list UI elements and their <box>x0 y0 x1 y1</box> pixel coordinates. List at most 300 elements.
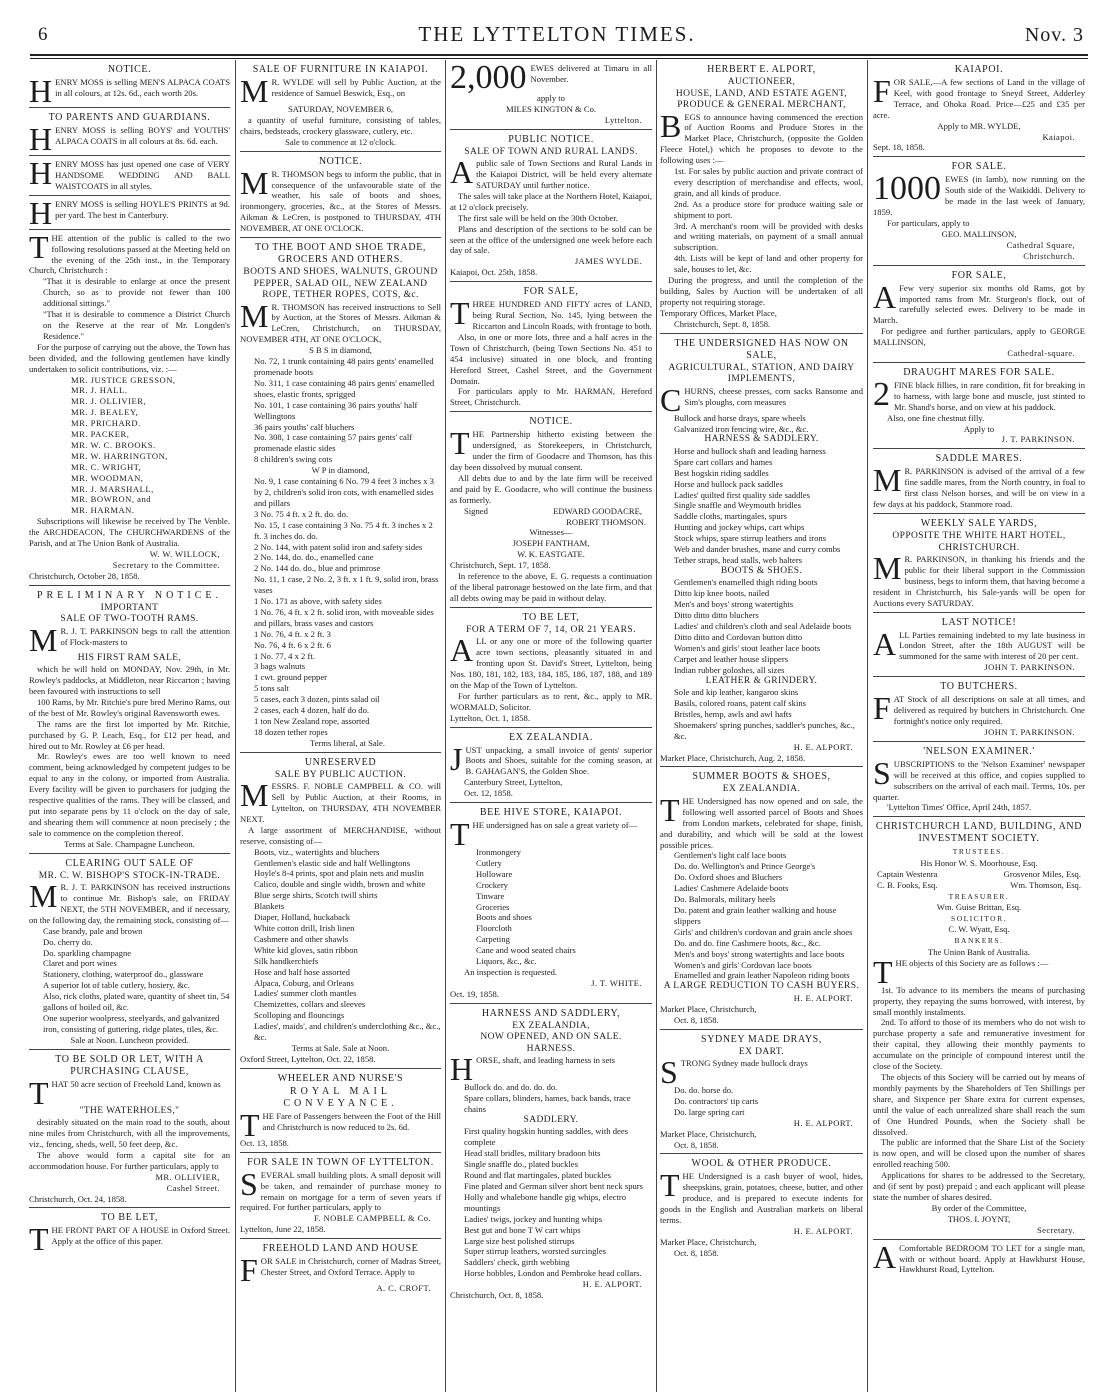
advert-date: Sept. 18, 1858. <box>873 142 925 153</box>
item-list <box>450 1082 652 1115</box>
signature-place: Kaiapoi. <box>1042 131 1075 142</box>
page-number: 6 <box>38 24 48 45</box>
signature-place: Lyttelton. <box>604 114 642 125</box>
advert-heading: PRELIMINARY NOTICE. <box>36 589 223 601</box>
drop-cap: B <box>660 107 682 144</box>
advert-heading: FOR SALE. <box>951 161 1007 173</box>
list-item: Web and dander brushes, mane and curry combs <box>674 544 841 555</box>
item-list <box>660 1085 863 1118</box>
signature-place: Christchurch. <box>1023 250 1075 261</box>
advert-text: HE objects of this Society are as follows :— <box>895 957 1049 968</box>
paragraph: The rams are the first lot imported by Mr. Ritchie, purchased by G. P. Leach, Esq., for £12 per head, and hired out to Mr. Rowley at £6 per head. <box>29 718 230 751</box>
advert-subheading: LEATHER & GRINDERY. <box>705 675 818 686</box>
list-item: Carpet and leather house slippers <box>674 653 789 664</box>
drop-cap: A <box>450 154 474 191</box>
drop-cap: T <box>660 1167 680 1204</box>
signature: THOS. I. JOYNT, <box>947 1213 1011 1224</box>
advert-subheading: SALE BY PUBLIC AUCTION. <box>274 769 407 780</box>
advert-text: HREE HUNDRED AND FIFTY acres of LAND, being Rural Section, No. 145, lying between the Riccarton and Lincoln Roads, with frontage to both. <box>472 299 652 331</box>
list-item: No. 308, 1 case containing 57 pairs gents' calf promenade elastic sides <box>254 432 413 454</box>
list-item: Girls' and children's cordovan and grain ancle shoes <box>674 926 853 937</box>
collector-list <box>29 375 230 517</box>
list-item: Sole and kip leather, kangaroo skins <box>674 687 799 698</box>
list-item: Cashmere and other shawls <box>254 933 349 944</box>
list-item: 4th. Lists will be kept of land and other property for sale, houses to let, &c. <box>674 253 863 275</box>
drop-cap: T <box>29 228 49 265</box>
paragraph: The above would form a capital site for an accommodation house. For further particulars, apply to <box>29 1149 230 1171</box>
column-3 <box>450 60 652 1392</box>
item-list <box>240 476 441 749</box>
signature: JOHN T. PARKINSON. <box>984 726 1075 737</box>
advert-date: Oct. 12, 1858. <box>464 788 513 799</box>
list-item: No. 76, 4 ft. 6 x 2 ft. 6 <box>254 639 331 650</box>
advert-subheading: OPPOSITE THE WHITE HART HOTEL, CHRISTCHURCH. <box>892 531 1066 553</box>
list-item: MR. W. C. BROOKS. <box>71 439 156 450</box>
advert-heading: UNRESERVED <box>304 756 377 768</box>
advert-heading: TO BE SOLD OR LET, WITH A PURCHASING CLAUSE, <box>55 1053 204 1077</box>
list-item: Diaper, Holland, huckaback <box>254 912 351 923</box>
advert-subheading: HARNESS & SADDLERY. <box>704 434 819 445</box>
advert-last-notice <box>873 613 1085 678</box>
list-item: Horse and bullock shaft and leading harness <box>674 445 826 456</box>
drop-cap: A <box>873 278 897 315</box>
signature: MR. OLLIVIER, <box>155 1171 220 1182</box>
list-item: Cane and wood seated chairs <box>476 945 576 956</box>
resolution-1: "That it is desirable to enlarge at once the present Church, so as to provide not fewer than 100 additional sittings." <box>43 276 230 309</box>
advert-subheading: EX DART. <box>738 1046 785 1057</box>
advert-heading: KAIAPOI. <box>954 64 1004 75</box>
advert-text: HE Fare of Passengers between the Foot of the Hill and Christchurch is now reduced to 2s. 6d. <box>262 1110 441 1132</box>
list-item: White cotton drill, Irish linen <box>254 923 355 933</box>
list-item: Boots, viz., watertights and bluchers <box>254 846 380 857</box>
column-2 <box>240 60 441 1392</box>
advert-text: TRONG Sydney made bullock drays <box>680 1058 808 1069</box>
advert-heading: CLEARING OUT SALE OF <box>65 857 194 869</box>
trustee: Wm. Thomson, Esq. <box>1010 879 1081 890</box>
list-item: Super stirrup leathers, worsted surcingles <box>464 1246 607 1257</box>
list-item: 2 cases, each 4 dozen, half do do. <box>254 705 370 716</box>
drop-cap: A <box>873 1238 897 1275</box>
list-item: Ditto kip knee boots, nailed <box>674 588 770 599</box>
item-list <box>660 577 863 675</box>
advert-ewes-timaru <box>450 60 652 130</box>
list-item: MR. HARMAN. <box>71 505 135 516</box>
list-item: Gentlemen's elastic side and half Wellingtons <box>254 857 411 868</box>
list-item: Gentlemen's enamelled thigh riding boots <box>674 577 818 588</box>
advert-text: R. PARKINSON, in thanking his friends and the public for their liberal support in the Commission business, begs to inform them, that having become a resident in Christchurch, his Sale-yards will be open for Auctions every SATURDAY. <box>873 554 1085 608</box>
drop-cap: J <box>450 740 463 777</box>
list-item: Ladies' twigs, jockey and hunting whips <box>464 1213 603 1224</box>
advert-heading: 'NELSON EXAMINER.' <box>923 745 1035 757</box>
advert-to-butchers <box>873 677 1085 742</box>
list-item: White kid gloves, satin ribbon <box>254 944 358 955</box>
advert-alport-auctioneer <box>660 60 863 334</box>
advert-heading: WOOL & OTHER PRODUCE. <box>691 1158 832 1170</box>
advert-text: UBSCRIPTIONS to the 'Nelson Examiner' newspaper will be received at this office, and copies supplied to subscribers on the arrival of each mail. Terms, 10s. per quarter. <box>873 758 1085 802</box>
drop-cap: T <box>660 791 680 828</box>
drop-cap: T <box>873 953 893 990</box>
advert-moss-parents <box>29 108 230 156</box>
advert-investment-society <box>873 817 1085 1239</box>
sale-day: SATURDAY, NOVEMBER 6, <box>287 104 394 114</box>
column-divider <box>656 60 657 1392</box>
advert-text: Few very superior six months old Rams, got by imported rams from Mr. Sturgeon's flock, out of carefully selected ewes. Delivery to be made in March. <box>873 282 1085 326</box>
advert-text: HE FRONT PART OF A HOUSE in Oxford Street. Apply at the office of this paper. <box>51 1225 230 1247</box>
list-item: No. 15, 1 case containing 3 No. 75 4 ft. 3 inches x 2 ft. 3 inches do. do. <box>254 519 433 541</box>
list-item: Tether straps, head stalls, web halters <box>674 555 803 565</box>
list-item: 2 No. 144, with patent solid iron and safety sides <box>254 541 423 552</box>
treasurer: Wm. Guise Brittan, Esq. <box>936 902 1022 913</box>
advert-kaiapoi-land <box>873 60 1085 157</box>
advert-waterholes <box>29 1050 230 1209</box>
advert-heading: NOTICE. <box>107 64 152 75</box>
drop-cap: H <box>29 194 53 231</box>
item-list <box>240 356 441 465</box>
advert-date: Lyttelton, Oct. 1, 1858. <box>450 712 530 723</box>
list-item: Floorcloth <box>476 923 512 934</box>
list-item: Ladies' summer cloth mantles <box>254 988 357 999</box>
sale-terms: Terms at Sale. Sale at Noon. <box>291 1042 390 1053</box>
list-item: Bullock do. and do. do. do. <box>464 1082 558 1093</box>
section-label: TRUSTEES. <box>952 847 1006 857</box>
paragraph: During the progress, and until the completion of the building, Sales by Auction will be undertaken of all property not requiring storage. <box>660 275 863 307</box>
bankers: The Union Bank of Australia. <box>928 946 1030 957</box>
list-item: Do. do. horse do. <box>674 1085 734 1096</box>
advert-text: R. THOMSON has received instructions to Sell by Auction, at the Stores of Messrs. Aikman & LeCren, Christchurch, on THURSDAY, NOVEMBER 4TH, AT ONE O'CLOCK, <box>240 301 441 345</box>
advert-address: Market Place, Christchurch, <box>660 1236 757 1247</box>
list-item: Cutlery <box>476 857 502 868</box>
list-item: Best gut and bone T W cart whips <box>464 1224 581 1235</box>
list-item: Groceries <box>476 901 510 912</box>
item-list <box>660 687 863 742</box>
advert-subheading: EX ZEALANDIA. <box>722 784 801 795</box>
paragraph: 100 Rams, by Mr. Ritchie's pure bred Merino Rams, out of the best of Mr. Rowley's original Ravensworth ewes. <box>29 696 230 718</box>
list-item: MR. JUSTICE GRESSON, <box>71 374 176 385</box>
advert-heading: FOR SALE, <box>523 286 579 298</box>
list-item: Ditto ditto and Cordovan button ditto <box>674 631 803 642</box>
advert-subheading: HOUSE, LAND, AND ESTATE AGENT, PRODUCE & GENERAL MERCHANT, <box>675 88 848 110</box>
advert-heading: SADDLE MARES. <box>935 453 1023 465</box>
large-numeral: 1000 <box>873 170 941 208</box>
signature: GEO. MALLINSON, <box>941 228 1017 239</box>
advert-text: ENRY MOSS is selling HOYLE'S PRINTS at 9d. per yard. The best in Canterbury. <box>55 198 230 220</box>
list-item: Women's and girls' Cordovan lace boots <box>674 959 812 970</box>
advert-text: R. THOMSON begs to inform the public, that in consequence of the unfavourable state of the weather, his sale of boots and shoes, ironmongery, groceries, &c., at the Stores of Messrs. Aikman & LeCren, is postponed to THURSDAY, 4TH NOVEMBER, AT ONE O'CLOCK. <box>240 168 441 234</box>
list-item: Alpaca, Coburg, and Orleans <box>254 977 354 988</box>
drop-cap: H <box>29 155 53 191</box>
list-item: Saddlers' check, girth webbing <box>464 1257 570 1268</box>
advert-date: 'Lyttelton Times' Office, April 24th, 1857. <box>887 802 1032 813</box>
list-item: Ladies' Cashmere Adelaide boots <box>674 883 789 894</box>
paragraph: desirably situated on the main road to the south, about nine miles from Christchurch, with all the improvements, viz., fencing, sheds, well, 50 feet deep, &c. <box>29 1117 230 1150</box>
advert-subheading: FOR A TERM OF 7, 14, OR 21 YEARS. <box>466 624 636 635</box>
list-item: Hoyle's 8-4 prints, spot and plain nets and muslin <box>254 868 424 879</box>
item-list <box>29 926 230 1035</box>
advert-text: FINE black fillies, in rare condition, fit for breaking in to harness, with large bone and muscle, just stinted to Mr. Shand's horse, and on view at his paddock. <box>894 379 1085 412</box>
list-item: Blue serge shirts, Scotch twill shirts <box>254 890 378 901</box>
list-item: Claret and port wines <box>43 958 117 969</box>
list-item: First quality hogskin hunting saddles, with dees complete <box>464 1126 628 1148</box>
advert-text: R. PARKINSON is advised of the arrival of a few fine saddle mares, from the North country, in foal to first class Nelson horses, and will be on view in a few days at his paddock, Stanmore road. <box>873 466 1085 510</box>
order-line: By order of the Committee, <box>931 1202 1027 1213</box>
item-list <box>240 847 441 1043</box>
paragraph: Plans and description of the sections to be sold can be seen at the office of the undersigned one week before each day of sale. <box>450 223 652 256</box>
sale-terms: Terms liberal, at Sale. <box>309 737 386 748</box>
list-item: Men's and boys' strong watertights <box>674 599 794 610</box>
list-item: Horse and bullock pack saddles <box>674 478 783 489</box>
advert-text: EWES (in lamb), now running on the South side of the Waikiddi. Delivery to be made in the last week of January, 1859. <box>873 174 1085 218</box>
advert-date: Christchurch, Sept. 8, 1858. <box>674 318 771 329</box>
list-item: Hose and half hose assorted <box>254 966 350 977</box>
advert-text: AT Stock of all descriptions on sale at all times, and delivered as required by butchers in Christchurch. One fortnight's notice only required. <box>893 694 1085 726</box>
list-item: Carpeting <box>476 934 510 945</box>
drop-cap: M <box>29 621 58 658</box>
list-item: Do. do. Wellington's and Prince George's <box>674 861 816 872</box>
advert-heading: TO BUTCHERS. <box>940 681 1018 693</box>
list-item: Do. large spring cart <box>674 1106 745 1117</box>
list-item: No. 101, 1 case containing 36 pairs youths' half Wellingtons <box>254 399 418 421</box>
advert-text: ENRY MOSS is selling MEN'S ALPACA COATS in all colours, at 12s. 6d., each worth 20s. <box>55 77 230 98</box>
paragraph: which he will hold on MONDAY, Nov. 29th, in Mr. Rowley's paddocks, at Middleton, near Riccarton ; having been favoured with instructions to sell <box>29 664 230 697</box>
list-item: MR. PRICHARD. <box>71 418 141 429</box>
signatory: EDWARD GOODACRE, <box>553 505 642 516</box>
signature: H. E. ALPORT. <box>793 992 853 1003</box>
drop-cap: T <box>29 1074 49 1111</box>
list-item: 36 pairs youths' calf bluchers <box>254 421 355 432</box>
drop-cap: M <box>240 297 269 334</box>
paragraph: In reference to the above, E. G. requests a continuation of the liberal patronage bestowed on the late firm, and that all debts owing may be paid in without delay. <box>450 571 652 603</box>
list-item: Spare cart collars and hames <box>674 456 773 467</box>
paragraph: a quantity of useful furniture, consisting of tables, chairs, bedsteads, crockery glassware, cutlery, etc. <box>240 114 441 136</box>
list-item: Women's and girls' stout leather lace boots <box>674 642 821 653</box>
drop-cap: F <box>873 690 891 727</box>
column-divider <box>235 60 236 1392</box>
signature-title: Secretary. <box>1036 1224 1075 1235</box>
advert-heading: DRAUGHT MARES FOR SALE. <box>903 366 1055 378</box>
advert-subheading: BOOTS & SHOES. <box>720 565 803 576</box>
section-label: TREASURER. <box>948 891 1010 901</box>
advert-heading: TO BE LET, <box>100 1212 158 1224</box>
signature-address: Cathedral Square, <box>1006 239 1075 250</box>
signature: F. NOBLE CAMPBELL & Co. <box>313 1213 431 1224</box>
property-title: "THE WATERHOLES," <box>79 1105 180 1116</box>
advert-furniture-sale <box>240 60 441 152</box>
drop-cap: H <box>29 121 53 157</box>
section-label: BANKERS. <box>954 936 1004 946</box>
advert-text: HE Undersigned is a cash buyer of wool, hides, sheepskins, grain, potatoes, cheese, butter, and other produce, and is prepared to execute indents for goods in the English and Australian markets on liberal terms. <box>660 1171 863 1226</box>
list-item: Saddle cloths, martingales, spurs <box>674 511 787 522</box>
advert-heading: NOTICE. <box>318 155 363 167</box>
advert-moss-waistcoats <box>29 156 230 196</box>
advert-text: R. J. T. PARKINSON has received instructions to continue Mr. Bishop's sale, on FRIDAY NEXT, the 5TH NOVEMBER, and if necessary, on the following day, the remaining stock, consisting of— <box>29 882 230 925</box>
advert-date: Market Place, Christchurch, Aug. 2, 1858. <box>660 752 806 763</box>
column-1 <box>29 60 230 1392</box>
list-item: Do. and do. fine Cashmere boots, &c., &c. <box>674 937 821 948</box>
item-list <box>660 413 863 435</box>
signature: H. E. ALPORT. <box>793 1117 853 1128</box>
advert-subheading: IMPORTANT <box>100 602 159 613</box>
paragraph: Also, in one or more lots, three and a half acres in the Town of Christchurch, (being Town Sections No. 451 to 454 inclusive) situated in one block, and fronting Hereford Street, Cashel Street, and the Government Domain. <box>450 331 652 386</box>
list-item: Crockery <box>476 879 508 890</box>
advert-sydney-drays <box>660 1030 863 1155</box>
advert-harness-saddlery <box>450 1004 652 1304</box>
list-item: Also, rick cloths, plated ware, quantity of sheet tin, 54 gallons of boiled oil, &c. <box>43 991 230 1013</box>
list-item: One superior woolpress, steelyards, and galvanized iron, consisting of guttering, ridge plates, tiles, &c. <box>43 1013 220 1034</box>
list-item: Hunting and jockey whips, cart whips <box>674 522 805 533</box>
paragraph: Also, one fine chestnut filly. <box>887 412 985 423</box>
list-item: Basils, colored roans, patent calf skins <box>674 697 806 708</box>
paragraph: 2nd. To afford to those of its members who do not wish to purchase property a safe and remunerative investment for their capital, they allowing their monthly payments to accumulate on the principle of compound interest until the close of the Society. <box>873 1017 1085 1072</box>
signatory: ROBERT THOMSON. <box>566 516 646 527</box>
advert-subheading: SALE OF TWO-TOOTH RAMS. <box>60 614 199 625</box>
advert-heading: BEE HIVE STORE, KAIAPOI. <box>479 807 623 819</box>
drop-cap: M <box>29 878 58 915</box>
list-item: No. 9, 1 case containing 6 No. 79 4 feet 3 inches x 3 by 2, children's solid iron cots, with enamelled sides and pillars <box>254 476 434 508</box>
advert-heading: EX ZEALANDIA. <box>509 731 593 743</box>
drop-cap: S <box>660 1054 678 1091</box>
advert-text: HE Undersigned has now opened and on sale, the following well assorted parcel of Boots and Shoes from London markets, celebrated for shape, finish, and durability, and which will be sold at the lowest possible prices. <box>660 795 863 850</box>
list-item: MR. J. MARSHALL, <box>71 483 154 494</box>
list-item: MR. C. WRIGHT, <box>71 461 142 472</box>
masthead <box>0 0 1114 56</box>
list-item: 1 ton New Zealand rope, assorted <box>254 716 370 726</box>
list-item: MR. W. HARRINGTON, <box>71 450 168 461</box>
advert-heading: FOR SALE IN TOWN OF LYTTELTON. <box>247 1156 434 1168</box>
advert-text: ESSRS. F. NOBLE CAMPBELL & CO. will Sell by Public Auction, at their Rooms, in Lyttelton, on THURSDAY, 4TH NOVEMBER NEXT. <box>240 781 441 824</box>
signature: H. E. ALPORT. <box>582 1279 642 1290</box>
list-item: Indian rubber goloshes, all sizes <box>674 664 785 675</box>
list-item: 3 No. 75 4 ft. x 2 ft. do. do. <box>254 508 349 519</box>
advert-date: Oct. 8, 1858. <box>674 1139 719 1150</box>
drop-cap: H <box>29 73 53 109</box>
drop-cap: T <box>450 816 470 853</box>
signature: H. E. ALPORT. <box>793 1226 853 1236</box>
resolution-2: "That it is desirable to commence a District Church on the Reserve at the rear of Mr. Longden's Residence." <box>43 309 230 341</box>
advert-text: HE attention of the public is called to the two following resolutions passed at the Meeting held on the evening of the 25th inst., in the Temporary Church, Christchurch : <box>29 232 230 276</box>
advert-date: Oct. 8, 1858. <box>674 1014 719 1025</box>
advert-heading: WHEELER AND NURSE'S <box>277 1072 404 1084</box>
advert-sale-yards <box>873 514 1085 613</box>
paragraph: Mr. Rowley's ewes are too well known to need comment, being acknowledged by competent judges to be equal to any in the colony, or imported from Australia. Every facility will be given to purchasers for judging the respective qualities of the rams. They will be classed, and put into separate pens by 11 o'clock on the day of sale, and shearing them will commence at noon precisely ; the sale to commence on the completion thereof. <box>29 751 230 838</box>
drop-cap: T <box>29 1221 49 1258</box>
advert-text: EVERAL small building plots. A small deposit will be taken, and remainder of purchase money to remain on mortgage for a term of seven years if required. For further particulars, apply to <box>240 1169 441 1213</box>
advert-campbell-auction <box>240 753 441 1069</box>
list-item: Boots and shoes <box>476 912 532 923</box>
advert-text: HURNS, cheese presses, corn sacks Ransome and Sim's ploughs, corn measures <box>684 385 863 407</box>
item-list <box>450 1126 652 1279</box>
advert-ewes-1000 <box>873 157 1085 265</box>
item-list <box>450 847 652 967</box>
advert-subheading: SADDLERY. <box>523 1114 579 1125</box>
advert-address: Market Place, Christchurch, <box>660 1128 757 1139</box>
list-item: Ladies', maids', and children's underclothing &c., &c., &c. <box>254 1021 441 1043</box>
sale-title: HIS FIRST RAM SALE, <box>77 652 182 663</box>
advert-heading: THE UNDERSIGNED HAS NOW ON SALE, <box>674 337 849 361</box>
advert-date: Christchurch, October 28, 1858. <box>29 570 140 581</box>
item-list <box>660 166 863 275</box>
list-item: Silk handkerchiefs <box>254 955 319 966</box>
list-item: Large size best polished stirrups <box>464 1235 575 1246</box>
paragraph: All debts due to and by the late firm will be received and paid by E. Goodacre, who will continue the business as formerly. <box>450 472 652 505</box>
list-item: Liquors, &c., &c. <box>476 956 537 967</box>
advert-heading: SYDNEY MADE DRAYS, <box>701 1033 822 1045</box>
advert-subheading: BOOTS AND SHOES, WALNUTS, GROUND PEPPER, SALAD OIL, NEW ZEALAND ROPE, TETHER ROPES, COTS, &c. <box>243 267 438 301</box>
advert-thomson-notice <box>240 152 441 238</box>
list-item: Chemizettes, collars and sleeves <box>254 999 366 1010</box>
advert-wool-produce <box>660 1154 863 1261</box>
list-item: Men's and boys' strong watertights and lace boots <box>674 948 845 959</box>
list-item: Ladies' quilted first quality side saddles <box>674 489 810 500</box>
apply-line: For particulars, apply to <box>887 217 970 228</box>
list-item: Gentlemen's light calf lace boots <box>674 850 787 861</box>
list-item: 8 children's swing cots <box>254 454 333 465</box>
column-4 <box>660 60 863 1392</box>
list-item: 1 No. 77, 4 x 2 ft. <box>254 650 315 661</box>
advert-subheading: ROYAL MAIL CONVEYANCE. <box>283 1085 398 1109</box>
list-item: MR. J. HALL. <box>71 385 128 396</box>
signed-label: Signed <box>464 505 488 516</box>
signature: J. T. PARKINSON. <box>1001 434 1075 445</box>
witness-label: Witnesses— <box>529 527 573 538</box>
advert-date: Oct. 8, 1858. <box>674 1247 719 1258</box>
signature-address: Cathedral-square. <box>1007 348 1075 359</box>
drop-cap: M <box>873 462 902 499</box>
list-item: Scolloping and flouncings <box>254 1010 345 1021</box>
list-item: Round and flat martingales, plated buckles <box>464 1170 612 1181</box>
advert-subheading: EX ZEALANDIA, <box>512 1020 590 1031</box>
advert-building-plots <box>240 1153 441 1239</box>
advert-summer-boots <box>660 767 863 1029</box>
advert-text: LL or any one or more of the following quarter acre town sections, pleasantly situated in and fronting upon St. David's Street, Lyttelton, being Nos. 180, 181, 182, 183, 184, 185, 186, 187, 188, and 189 on the Map of the Town of Lyttelton. <box>450 636 652 690</box>
shipping-mark: S B S in diamond, <box>309 345 372 356</box>
advert-address: Temporary Offices, Market Place, <box>660 307 777 318</box>
list-item: Single snaffle do., plated buckles <box>464 1159 578 1170</box>
sale-terms: Sale at Noon. Luncheon provided. <box>70 1034 189 1045</box>
advert-kaiapoi-lands <box>450 130 652 282</box>
advert-heading: WEEKLY SALE YARDS, <box>920 518 1038 529</box>
list-item: Blankets <box>254 901 285 912</box>
list-item: 5 tons salt <box>254 683 289 694</box>
advert-text: EWES delivered at Timaru in all November. <box>530 63 652 84</box>
list-item: Tinware <box>476 890 505 901</box>
paragraph: 1st. To advance to its members the means of purchasing property, they repaying the sums borrowed, with interest, by small monthly instalments. <box>873 984 1085 1017</box>
list-item: 2nd. As a produce store for produce waiting sale or shipment to port. <box>674 198 863 220</box>
header-rule <box>30 54 1088 59</box>
advert-text: HE undersigned has on sale a great variety of— <box>472 820 638 831</box>
advert-freehold <box>240 1239 441 1297</box>
drop-cap: A <box>873 625 897 662</box>
advert-heading: FOR SALE, <box>951 269 1007 281</box>
list-item: 1 No. 76, 4 ft. x 2 ft. solid iron, with moveable sides and pillars, brass vases and castors <box>254 606 434 628</box>
list-item: Stationery, clothing, waterproof do., glassware <box>43 969 204 980</box>
list-item: 3rd. A merchant's room will be provided with desks and writing materials, on payment of a small annual subscription. <box>674 220 863 253</box>
advert-date: Christchurch, Oct. 8, 1858. <box>450 1290 544 1301</box>
advert-text: HAT 50 acre section of Freehold Land, known as <box>51 1078 221 1089</box>
list-item: Shoemakers' spring punches, saddler's punches, &c., &c. <box>674 719 855 741</box>
list-item: Enamelled and grain leather Napoleon riding boots <box>674 970 850 981</box>
paragraph: An inspection is requested. <box>464 967 558 977</box>
advert-bee-hive <box>450 803 652 1004</box>
advert-heading: SALE OF FURNITURE IN KAIAPOI. <box>252 64 429 75</box>
signature: W. W. WILLOCK, <box>149 549 220 559</box>
drop-cap: C <box>660 381 682 418</box>
advert-subheading: HARNESS. <box>526 1043 576 1054</box>
drop-cap: M <box>873 550 902 586</box>
advert-partnership <box>450 412 652 608</box>
shipping-mark: W P in diamond, <box>311 465 370 476</box>
advert-subheading: MR. C. W. BISHOP'S STOCK-IN-TRADE. <box>38 870 221 881</box>
signature-address: Cashel Street. <box>166 1182 220 1193</box>
